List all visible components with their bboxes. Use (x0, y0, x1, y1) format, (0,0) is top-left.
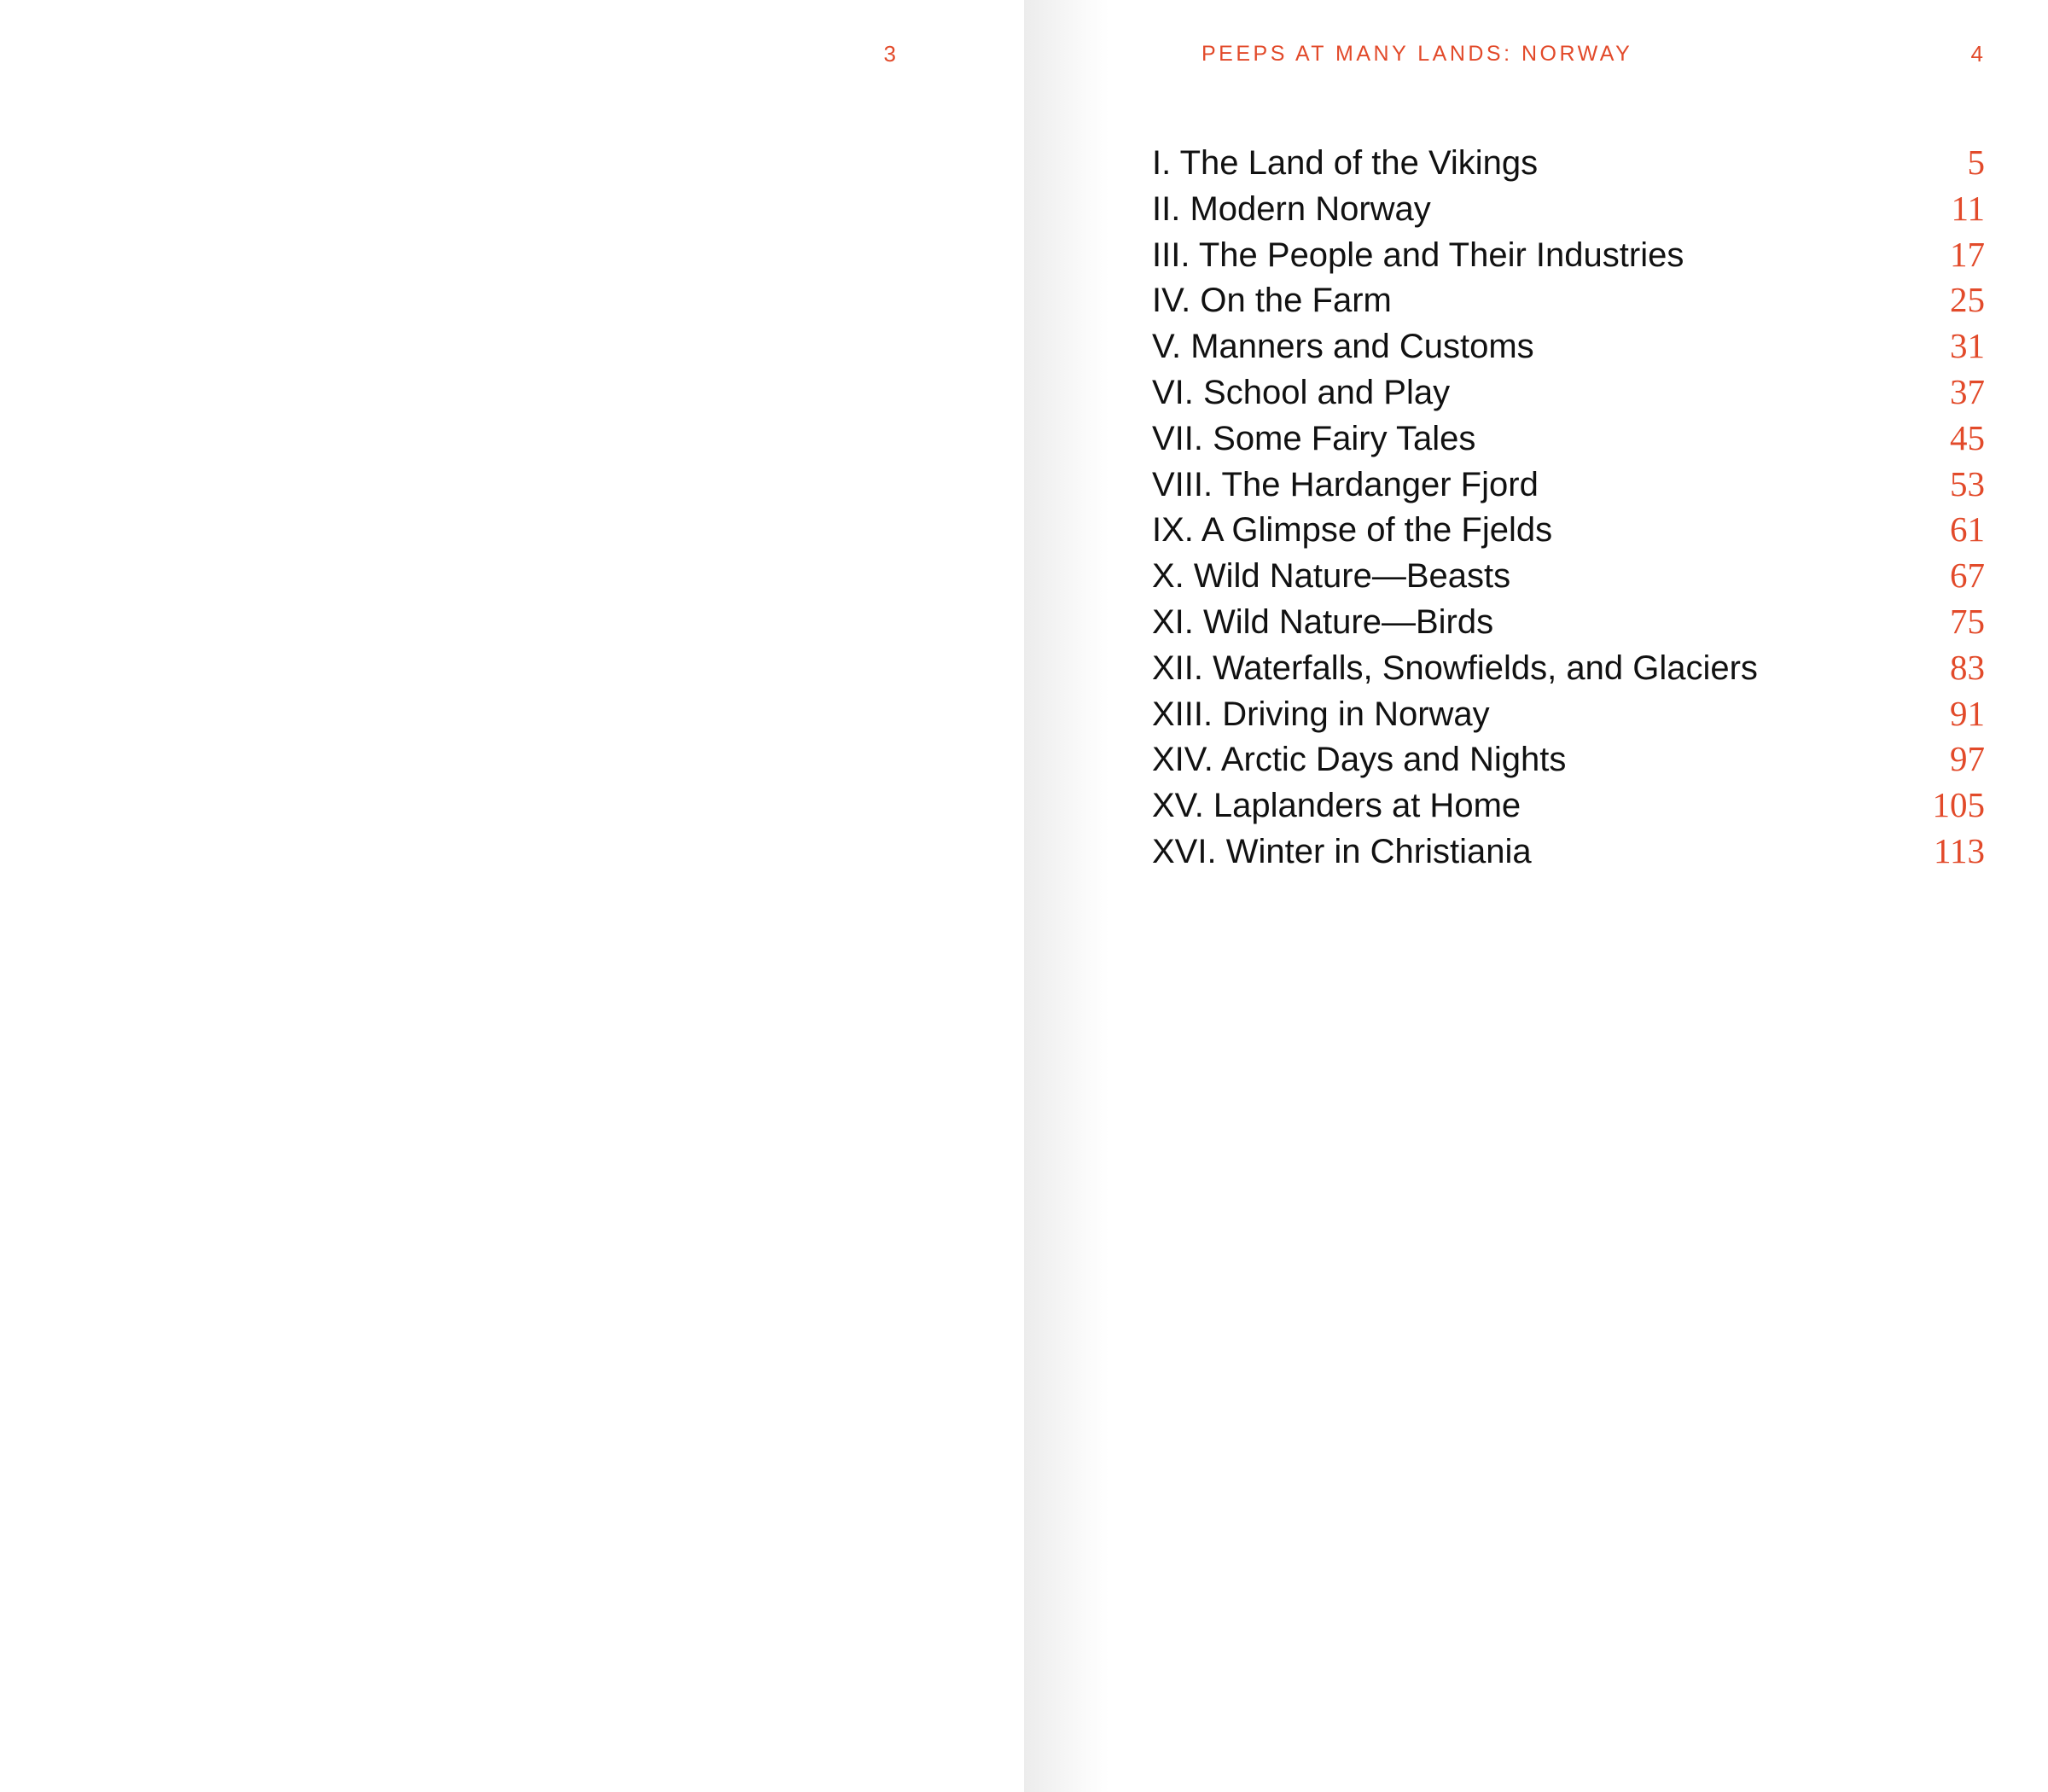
toc-entry-page-number: 113 (1934, 830, 1985, 870)
toc-entry-page-number: 61 (1950, 509, 1985, 550)
toc-entry-page-number: 45 (1950, 417, 1985, 457)
toc-entry-title[interactable]: VIII. The Hardanger Fjord (1152, 465, 1539, 503)
toc-entry-page-number: 91 (1950, 693, 1985, 733)
toc-entry[interactable] (1152, 599, 1985, 645)
toc-entry-title[interactable]: IV. On the Farm (1152, 282, 1392, 320)
toc-entry-title[interactable]: IX. A Glimpse of the Fjelds (1152, 511, 1553, 550)
toc-entry-title[interactable]: XV. Laplanders at Home (1152, 787, 1521, 825)
toc-entry-title[interactable]: XI. Wild Nature—Birds (1152, 602, 1494, 641)
toc-entry-title[interactable]: XVI. Winter in Christiania (1152, 832, 1532, 870)
toc-entry-page-number: 25 (1950, 280, 1985, 320)
toc-entry[interactable] (1152, 416, 1985, 462)
toc-entry[interactable] (1152, 829, 1985, 875)
toc-entry[interactable] (1152, 140, 1985, 186)
toc-entry-page-number: 83 (1950, 647, 1985, 687)
toc-entry[interactable] (1152, 323, 1985, 369)
toc-entry-title[interactable]: VI. School and Play (1152, 373, 1451, 411)
toc-entry[interactable] (1152, 277, 1985, 323)
toc-entry-title[interactable]: III. The People and Their Industries (1152, 236, 1684, 274)
running-head: PEEPS AT MANY LANDS: NORWAY (1201, 42, 1633, 66)
toc-entry-title[interactable]: XIV. Arctic Days and Nights (1152, 741, 1567, 779)
toc-entry-page-number: 31 (1950, 326, 1985, 366)
toc-entry[interactable] (1152, 186, 1985, 232)
toc-entry-title[interactable]: V. Manners and Customs (1152, 328, 1534, 366)
toc-entry-page-number: 5 (1967, 143, 1985, 182)
toc-entry-page-number: 97 (1950, 739, 1985, 779)
toc-entry-title[interactable]: VII. Some Fairy Tales (1152, 419, 1476, 457)
toc-entry[interactable] (1152, 553, 1985, 599)
toc-entry[interactable] (1152, 645, 1985, 691)
gutter-shadow (1024, 0, 1109, 1792)
toc-entry-page-number: 67 (1950, 556, 1985, 596)
toc-entry[interactable] (1152, 507, 1985, 553)
table-of-contents (1152, 140, 1985, 875)
toc-entry-page-number: 17 (1950, 234, 1985, 274)
toc-entry-page-number: 105 (1932, 785, 1985, 825)
toc-entry-page-number: 11 (1951, 188, 1985, 228)
toc-entry-title[interactable]: I. The Land of the Vikings (1152, 144, 1539, 182)
toc-entry[interactable] (1152, 369, 1985, 416)
toc-entry[interactable] (1152, 462, 1985, 508)
right-page (1024, 0, 2048, 1792)
toc-entry-title[interactable]: X. Wild Nature—Beasts (1152, 557, 1511, 596)
right-page-number: 4 (1970, 41, 1984, 67)
toc-entry[interactable] (1152, 736, 1985, 783)
toc-entry[interactable] (1152, 691, 1985, 737)
toc-entry[interactable] (1152, 232, 1985, 278)
toc-entry-title[interactable]: II. Modern Norway (1152, 189, 1431, 228)
left-page-number: 3 (883, 41, 897, 67)
toc-entry-page-number: 37 (1950, 371, 1985, 411)
toc-entry-page-number: 75 (1950, 601, 1985, 641)
toc-entry-title[interactable]: XII. Waterfalls, Snowfields, and Glaciers (1152, 649, 1758, 687)
toc-entry-page-number: 53 (1950, 463, 1985, 503)
toc-entry[interactable] (1152, 783, 1985, 829)
toc-entry-title[interactable]: XIII. Driving in Norway (1152, 695, 1490, 733)
